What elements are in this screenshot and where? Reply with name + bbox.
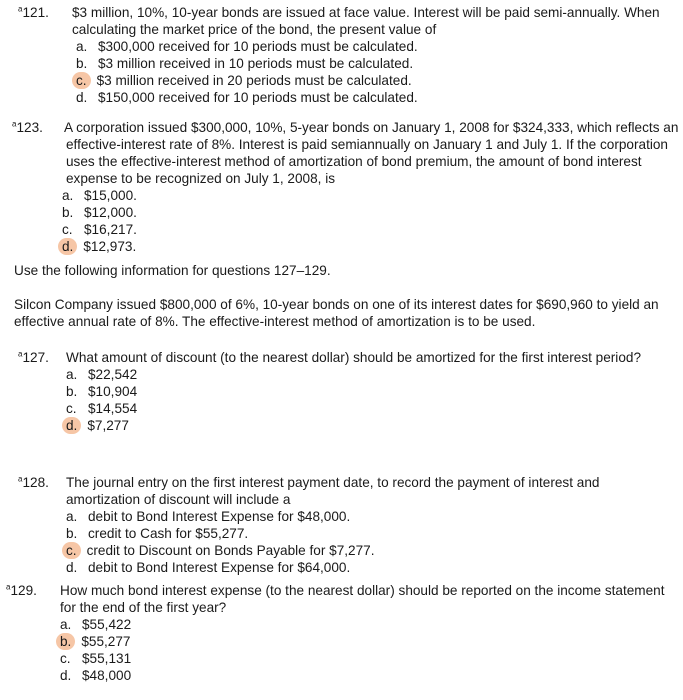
question-stem [0,474,683,508]
answer-highlight: c. [62,542,81,559]
question-text: How much bond interest expense (to the nearest dollar) should be reported on the income statement for the end of the first year? [60,583,665,615]
question-stem [0,4,683,38]
option-c: c. $55,131 [60,651,132,666]
option-a: a. $22,542 [66,367,138,382]
option-a: a. $55,422 [60,617,132,632]
option-a: a. $15,000. [62,188,137,203]
option-c: c. $14,554 [66,401,138,416]
question-text: $3 million, 10%, 10-year bonds are issued at face value. Interest will be paid semi-annually. When calculating the market price of the bond, the present value of [72,5,660,37]
answer-highlight: c. [72,72,91,89]
question-129 [0,582,683,684]
option-a: a. $300,000 received for 10 periods must be calculated. [76,39,418,54]
answer-highlight: d. [58,238,77,255]
option-b: b. $10,904 [66,384,138,399]
question-number: $^a$128. [18,474,49,490]
question-text: A corporation issued $300,000, 10%, 5-year bonds on January 1, 2008 for $324,333, which reflects an effective-interest rate of 8%. Interest is paid semiannually on January 1 and July 1. If the corporation uses the effective-interest method of amortization of bond premium, the amount of bond interest expense to be recognized on July 1, 2008, is [64,120,679,186]
question-number: $^a$123. [12,119,43,135]
question-stem [0,582,683,616]
option-a: a. debit to Bond Interest Expense for $48,000. [66,509,351,524]
option-b: b. $12,000. [62,205,137,220]
instructions-text: Use the following information for questions 127–129. [14,263,331,278]
question-mark: a [18,4,23,14]
answer-highlight: d. [62,417,81,434]
scenario-text: Silcon Company issued $800,000 of 6%, 10-year bonds on one of its interest dates for $690,960 to yield an effective annual rate of 8%. The effective-interest method of amortization is to be used. [14,297,659,329]
option-b-selected: b. $55,277 [60,633,683,650]
option-b: b. credit to Cash for $55,277. [66,526,249,541]
question-128 [0,474,683,576]
option-d: d. $150,000 received for 10 periods must be calculated. [76,90,418,105]
question-number: $^a$121. [18,4,49,20]
option-c-selected: c. credit to Discount on Bonds Payable for $7,277. [66,542,683,559]
question-123 [0,119,683,255]
option-d: d. $48,000 [60,668,132,683]
question-number: $^a$127. [18,349,49,365]
option-c-selected: c. $3 million received in 20 periods must be calculated. [76,72,683,89]
question-121 [0,4,683,106]
option-d-selected: d. $7,277 [66,417,683,434]
question-number: $^a$129. [6,582,37,598]
question-127 [0,349,683,434]
question-stem [0,119,683,187]
question-stem [0,349,683,366]
option-b: b. $3 million received in 10 periods must be calculated. [76,56,414,71]
question-text: The journal entry on the first interest payment date, to record the payment of interest and amortization of discount will include a [66,475,600,507]
answer-highlight: b. [56,633,75,650]
option-d-selected: d. $12,973. [62,238,683,255]
option-d: d. debit to Bond Interest Expense for $64,000. [66,560,351,575]
question-text: What amount of discount (to the nearest dollar) should be amortized for the first interest period? [66,350,642,365]
option-c: c. $16,217. [62,222,137,237]
